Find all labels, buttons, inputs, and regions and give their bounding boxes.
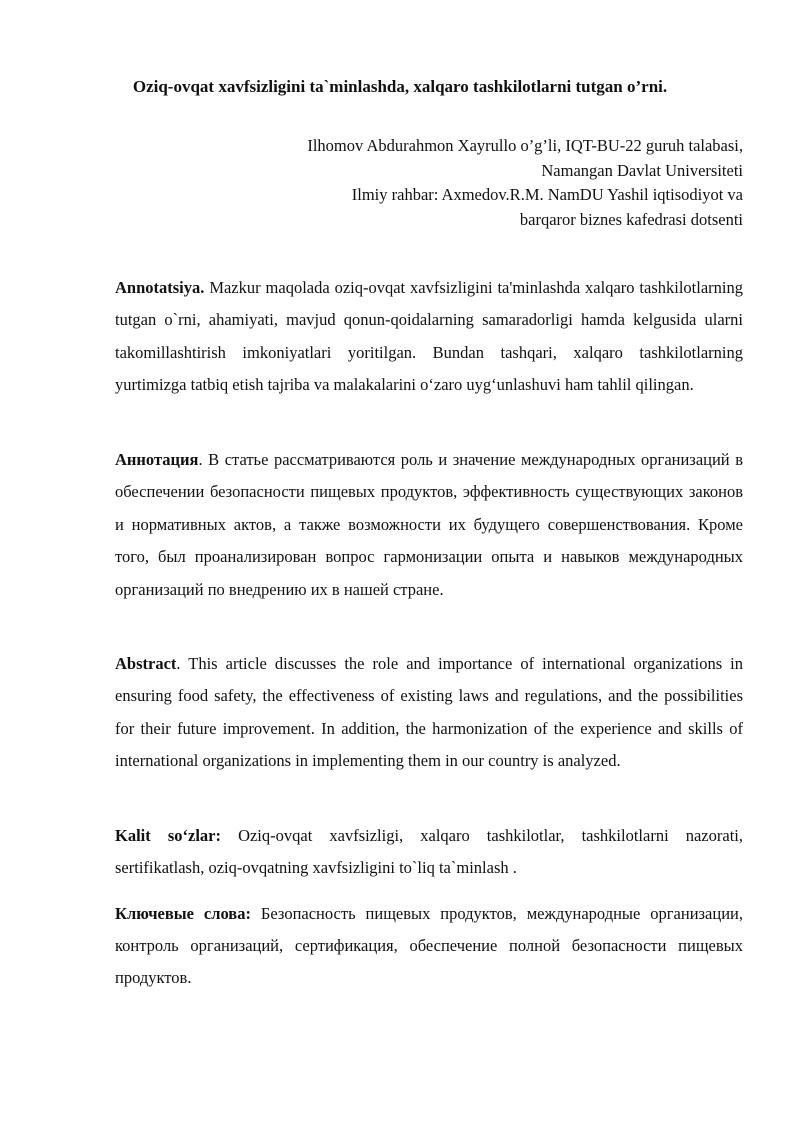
author-line: Ilhomov Abdurahmon Xayrullo o’g’li, IQT-BU-22 guruh talabasi,: [307, 136, 743, 155]
university-line: Namangan Davlat Universiteti: [541, 160, 743, 180]
paper-title: Oziq-ovqat xavfsizligini ta`minlashda, xalqaro tashkilotlarni tutgan o’rni.: [132, 77, 668, 96]
abstract-english-label: Abstract: [115, 654, 177, 673]
author-block: [123, 134, 743, 232]
keywords-russian-text: Безопасность пищевых продуктов, международные организации, контроль организаций, сертификация, обеспечение полной безопасности пищевых продуктов.: [115, 904, 743, 987]
annotation-uzbek: [115, 272, 743, 402]
supervisor-line: Ilmiy rahbar: Axmedov.R.M. NamDU Yashil iqtisodiyot va: [351, 185, 743, 204]
keywords-russian: [115, 898, 743, 994]
abstract-english-text: . This article discusses the role and importance of international organizations in ensuring food safety, the effectiveness of existing laws and regulations, and the possibilities for their future improvement. In addition, the harmonization of the experience and skills of international organizations in implementing them in our country is analyzed.: [115, 654, 743, 771]
abstract-english: [115, 648, 743, 778]
annotation-uzbek-label: Annotatsiya.: [115, 278, 205, 297]
annotation-russian-label: Аннотация: [115, 450, 199, 469]
annotation-uzbek-text: Mazkur maqolada oziq-ovqat xavfsizligini ta'minlashda xalqaro tashkilotlarning tutgan o`rni, ahamiyati, mavjud qonun-qoidalarning samaradorligi hamda kelgusida ularni takomillashtirish imkoniyatlari yoritilgan. Bundan tashqari, xalqaro tashkilotlarning yurtimizga tatbiq etish tajriba va malakalarini o‘zaro uyg‘unlashuvi ham tahlil qilingan.: [115, 278, 744, 395]
keywords-russian-label: Ключевые слова:: [115, 904, 251, 923]
keywords-uzbek: [115, 820, 743, 884]
annotation-russian-text: . В статье рассматриваются роль и значение международных организаций в обеспечении безопасности пищевых продуктов, эффективность существующих законов и нормативных актов, а также возможности их будущего совершенствования. Кроме того, был проанализирован вопрос гармонизации опыта и навыков международных организаций по внедрению их в нашей стране.: [115, 450, 743, 599]
department-line: barqaror biznes kafedrasi dotsenti: [519, 209, 743, 229]
keywords-uzbek-text: Oziq-ovqat xavfsizligi, xalqaro tashkilotlar, tashkilotlarni nazorati, sertifikatlash, oziq-ovqatning xavfsizligini to`liq ta`minlash .: [115, 826, 743, 877]
keywords-uzbek-label: Kalit so‘zlar:: [115, 826, 221, 845]
annotation-russian: [115, 444, 743, 606]
